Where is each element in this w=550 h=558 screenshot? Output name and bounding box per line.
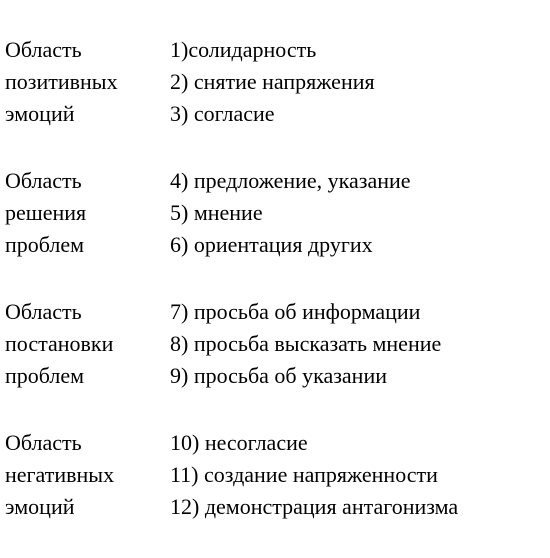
group-row [5, 491, 545, 523]
group-row [5, 197, 545, 229]
group-row [5, 328, 545, 360]
group-row [5, 229, 545, 261]
category-item: 10) несогласие [170, 430, 308, 455]
area-label-line: проблем [5, 232, 85, 257]
group-positive-emotions [5, 34, 545, 165]
area-label-line: эмоций [5, 101, 75, 126]
category-item: 8) просьба высказать мнение [170, 331, 442, 356]
group-problem-solving [5, 165, 545, 296]
category-item: 7) просьба об информации [170, 299, 421, 324]
category-item: 5) мнение [170, 200, 263, 225]
category-item: 2) снятие напряжения [170, 69, 375, 94]
area-label-line: постановки [5, 331, 114, 356]
group-row [5, 34, 545, 66]
area-label-line: Область [5, 299, 82, 324]
category-item: 11) создание напряженности [170, 462, 438, 487]
group-row [5, 459, 545, 491]
category-item: 9) просьба об указании [170, 363, 387, 388]
area-label-line: Область [5, 430, 82, 455]
group-row [5, 98, 545, 130]
category-item: 12) демонстрация антагонизма [170, 494, 459, 519]
group-row [5, 165, 545, 197]
group-row [5, 360, 545, 392]
area-label-line: эмоций [5, 494, 75, 519]
category-item: 6) ориентация других [170, 232, 373, 257]
area-label-line: Область [5, 168, 82, 193]
area-label-line: проблем [5, 363, 85, 388]
group-negative-emotions [5, 427, 545, 558]
category-item: 1)солидарность [170, 37, 317, 62]
group-problem-posing [5, 296, 545, 427]
area-label-line: позитивных [5, 69, 118, 94]
area-label-line: решения [5, 200, 87, 225]
area-label-line: негативных [5, 462, 115, 487]
group-row [5, 66, 545, 98]
category-item: 4) предложение, указание [170, 168, 411, 193]
group-row [5, 427, 545, 459]
group-row [5, 296, 545, 328]
area-label-line: Область [5, 37, 82, 62]
category-item: 3) согласие [170, 101, 275, 126]
categories-document [5, 34, 545, 558]
